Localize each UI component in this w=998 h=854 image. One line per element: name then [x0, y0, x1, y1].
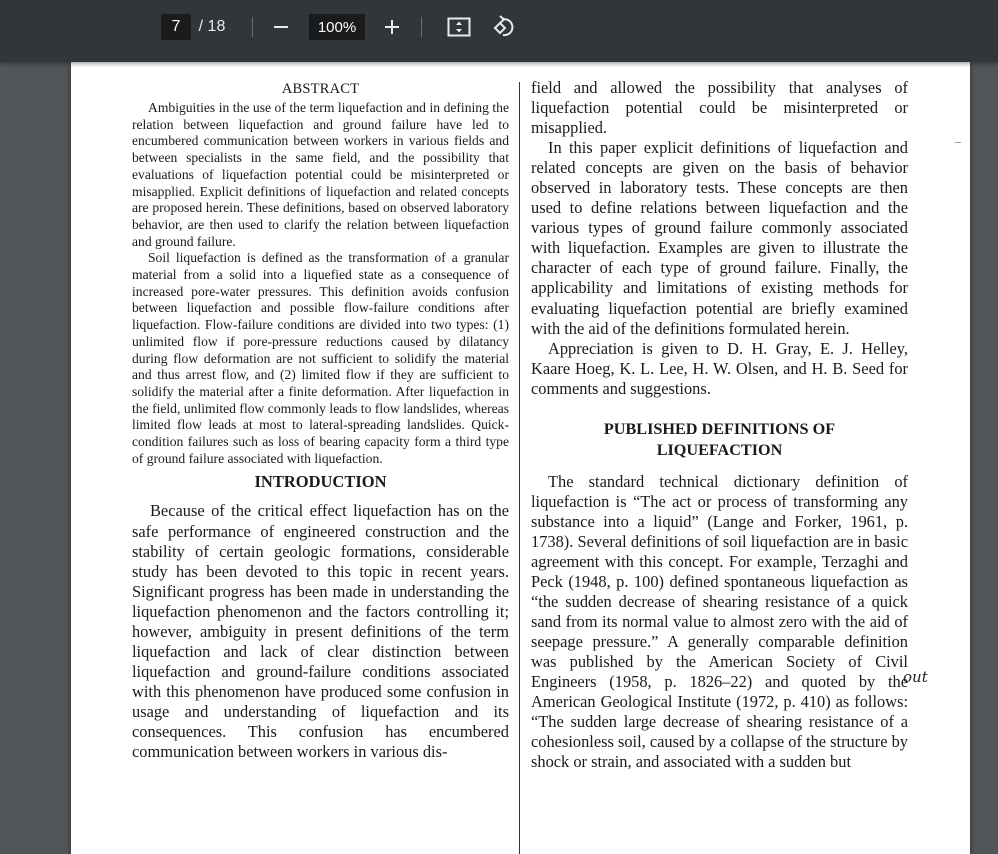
plus-icon	[383, 18, 401, 36]
column-divider	[519, 82, 520, 854]
published-definitions-section	[531, 472, 908, 773]
scan-speck	[955, 142, 961, 143]
pdf-page	[71, 62, 970, 854]
page-total-label: / 18	[198, 18, 226, 35]
fit-to-page-icon	[447, 16, 471, 38]
zoom-out-button[interactable]	[268, 14, 294, 40]
right-column	[531, 78, 908, 772]
handwritten-annotation: out	[903, 668, 928, 686]
introduction-heading: INTRODUCTION	[254, 472, 387, 492]
pdf-toolbar	[0, 0, 998, 62]
abstract-paragraph: Ambiguities in the use of the term liquefaction and in defining the relation between liquefaction and ground failure have led to encumbered communication between workers in various fields and between specialists in the same field, and the possibility that evaluations of liquefaction potential could be misinterpreted or misapplied. Explicit definitions of liquefaction and related concepts are proposed herein. These definitions, based on observed laboratory behavior, are then used to clarify the relation between liquefaction and ground failure.	[132, 100, 509, 249]
published-definitions-paragraph: The standard technical dictionary definition of liquefaction is “The act or process of transforming any substance into a liquid” (Lange and Forker, 1961, p. 1738). Several definitions of soil liquefaction are in basic agreement with this concept. For example, Terzaghi and Peck (1948, p. 100) defined spontaneous liquefaction as “the sudden decrease of shearing resistance of a quick sand from its normal value to almost zero with the aid of seepage pressure.” A generally comparable definition was published by the American Society of Civil Engineers (1958, p. 1826–22) and quoted by the American Geological Institute (1972, p. 410) as follows: “The sudden large decrease of shearing resistance of a cohesionless soil, caused by a collapse of the structure by shock or strain, and associated with a sudden but	[531, 471, 908, 772]
toolbar-divider	[252, 17, 253, 37]
rotate-button[interactable]	[491, 14, 517, 40]
abstract-section	[132, 100, 509, 467]
minus-icon	[272, 18, 290, 36]
zoom-in-button[interactable]	[379, 14, 405, 40]
zoom-level-input[interactable]	[309, 14, 365, 40]
page-number-input[interactable]	[161, 14, 191, 40]
heading-line: LIQUEFACTION	[656, 441, 783, 460]
heading-line: PUBLISHED DEFINITIONS OF	[603, 419, 836, 438]
left-column	[132, 78, 509, 762]
published-definitions-heading	[531, 419, 908, 462]
continuation-paragraph: field and allowed the possibility that analyses of liquefaction potential could be misinterpreted or misapplied.	[531, 78, 908, 138]
rotate-counterclockwise-icon	[491, 15, 517, 39]
abstract-heading: ABSTRACT	[281, 81, 360, 97]
acknowledgement-paragraph: Appreciation is given to D. H. Gray, E. J. Helley, Kaare Hoeg, K. L. Lee, H. W. Olsen, and H. B. Seed for comments and suggestions.	[531, 338, 908, 398]
pdf-viewer[interactable]	[0, 62, 998, 854]
fit-to-page-button[interactable]	[446, 14, 472, 40]
right-column-text	[531, 78, 908, 399]
toolbar-divider	[421, 17, 422, 37]
introduction-section	[132, 501, 509, 762]
body-paragraph: In this paper explicit definitions of liquefaction and related concepts are given on the basis of behavior observed in laboratory tests. These concepts are then used to define relations between liquefaction and the various types of ground failure commonly associated with liquefaction. Examples are given to illustrate the character of each type of ground failure. Finally, the applicability and limitations of existing methods for evaluating liquefaction potential are briefly examined with the aid of the definitions formulated herein.	[531, 138, 908, 338]
abstract-paragraph: Soil liquefaction is defined as the transformation of a granular material from a solid into a liquefied state as a consequence of increased pore-water pressures. This definition avoids confusion between liquefaction and possible flow-failure conditions after liquefaction. Flow-failure conditions are divided into two types: (1) unlimited flow if pore-pressure reductions caused by dilatancy during flow deformation are not sufficient to solidify the material and thus arrest flow, and (2) limited flow if they are sufficient to solidify the material after a finite deformation. After liquefaction in the field, unlimited flow commonly leads to flow landslides, whereas limited flow leads at most to lateral-spreading landslides. Quick-condition failures such as loss of bearing capacity form a third type of ground failure associated with liquefaction.	[132, 250, 509, 466]
introduction-paragraph: Because of the critical effect liquefaction has on the safe performance of engineered construction and the stability of certain geologic formations, considerable study has been devoted to this topic in recent years. Significant progress has been made in understanding the liquefaction phenomenon and the factors controlling it; however, ambiguity in present definitions of the term liquefaction and lack of clear distinction between liquefaction and ground-failure conditions associated with this phenomenon have produced some confusion in usage and understanding of liquefaction and its consequences. This confusion has encumbered communication between workers in various dis-	[132, 501, 509, 762]
